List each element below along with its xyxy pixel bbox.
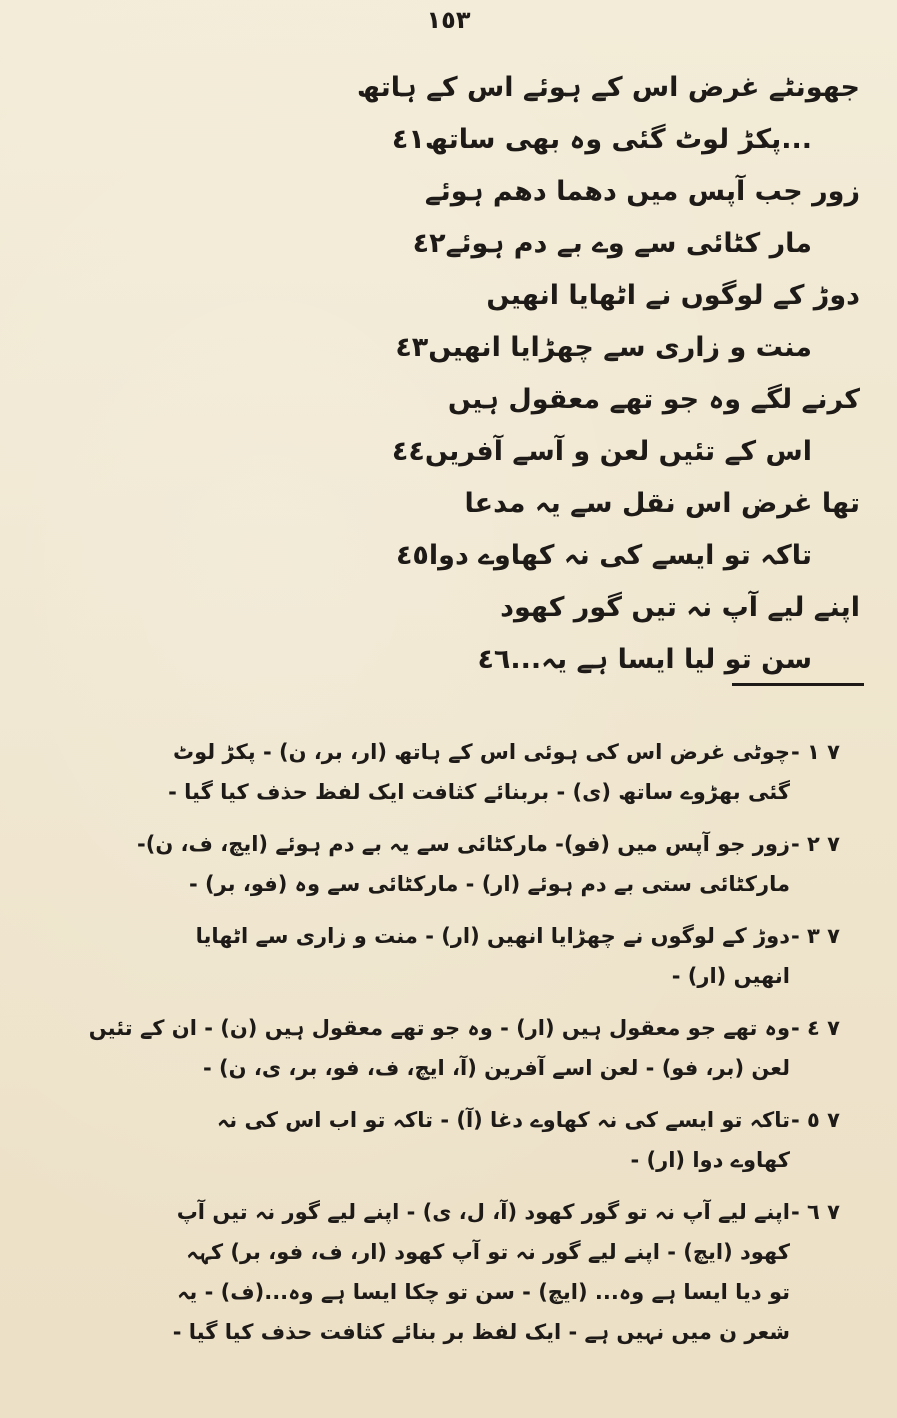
footnote-76	[40, 1192, 840, 1352]
footnote-text: زور جو آپس میں (فو)- مارکٹائی سے یہ بے دم ہوئے (ایچ، ف، ن)-	[137, 832, 790, 856]
footnotes	[40, 732, 840, 1364]
footnote-text: کھاوے دوا (ار) -	[630, 1148, 790, 1172]
verse-line-2: ...پکڑ لوٹ گئی وہ بھی ساتھ٤١	[391, 124, 812, 155]
footnote-72	[40, 824, 840, 904]
footnote-73	[40, 916, 840, 996]
footnote-number: ٧ ٦ -	[791, 1200, 840, 1224]
footnote-text: گئی بھڑوے ساتھ (ی) - بربنائے کثافت ایک لفظ حذف کیا گیا -	[168, 780, 790, 804]
footnote-number: ٧ ٤ -	[791, 1016, 840, 1040]
footnote-number: ٧ ٢ -	[791, 832, 840, 856]
footnote-number: ٧ ٥ -	[791, 1108, 840, 1132]
footnote-text: لعن (بر، فو) - لعن اسے آفرین (آ، ایچ، ف، فو، بر، ی، ن) -	[203, 1056, 790, 1080]
footnote-text: کھود (ایچ) - اپنے لیے گور نہ تو آپ کھود (ار، ف، فو، بر) کہہ	[186, 1240, 790, 1264]
verse-line-9: تھا غرض اس نقل سے یہ مدعا	[464, 488, 860, 519]
footnote-text: دوڑ کے لوگوں نے چھڑایا انھیں (ار) - منت و زاری سے اٹھایا	[195, 924, 790, 948]
page-number: ١٥٣	[426, 6, 471, 34]
footnote-text: شعر ن میں نہیں ہے - ایک لفظ بر بنائے کثافت حذف کیا گیا -	[172, 1320, 790, 1344]
footnote-number: ٧ ٣ -	[791, 924, 840, 948]
verse-line-4: مار کٹائی سے وے بے دم ہوئے٤٢	[412, 228, 812, 259]
verse-line-12: سن تو لیا ایسا ہے یہ...٤٦	[477, 644, 812, 675]
footnote-text: تو دیا ایسا ہے وہ... (ایچ) - سن تو چکا ایسا ہے وہ...(ف) - یہ	[177, 1280, 790, 1304]
footnote-71	[40, 732, 840, 812]
verse-line-11: اپنے لیے آپ نہ تیں گور کھود	[500, 592, 860, 623]
footnote-text: اپنے لیے آپ نہ تو گور کھود (آ، ل، ی) - اپنے لیے گور نہ تیں آپ	[176, 1200, 790, 1224]
verse-line-10: تاکہ تو ایسے کی نہ کھاوے دوا٤٥	[395, 540, 812, 571]
verse-line-1: جھونٹے غرض اس کے ہوئے اس کے ہاتھ	[356, 72, 860, 103]
footnote-text: تاکہ تو ایسے کی نہ کھاوے دغا (آ) - تاکہ تو اب اس کی نہ	[217, 1108, 790, 1132]
footnote-text: مارکٹائی ستی بے دم ہوئے (ار) - مارکٹائی سے وہ (فو، بر) -	[188, 872, 790, 896]
verse-line-3: زور جب آپس میں دھما دھم ہوئے	[424, 176, 860, 207]
footnote-text: انھیں (ار) -	[671, 964, 790, 988]
footnote-text: چوٹی غرض اس کی ہوئی اس کے ہاتھ (ار، بر، ن) - پکڑ لوٹ	[173, 740, 790, 764]
footnote-text: وہ تھے جو معقول ہیں (ار) - وہ جو تھے معقول ہیں (ن) - ان کے تئیں	[88, 1016, 790, 1040]
poem	[40, 62, 860, 686]
verse-line-7: کرنے لگے وہ جو تھے معقول ہیں	[447, 384, 860, 415]
footnote-74	[40, 1008, 840, 1088]
verse-line-6: منت و زاری سے چھڑایا انھیں٤٣	[395, 332, 812, 363]
verse-line-5: دوڑ کے لوگوں نے اٹھایا انھیں	[486, 280, 860, 311]
footnote-divider	[732, 683, 864, 686]
footnote-75	[40, 1100, 840, 1180]
footnote-number: ٧ ١ -	[791, 740, 840, 764]
verse-line-8: اس کے تئیں لعن و آسے آفریں٤٤	[391, 436, 812, 467]
